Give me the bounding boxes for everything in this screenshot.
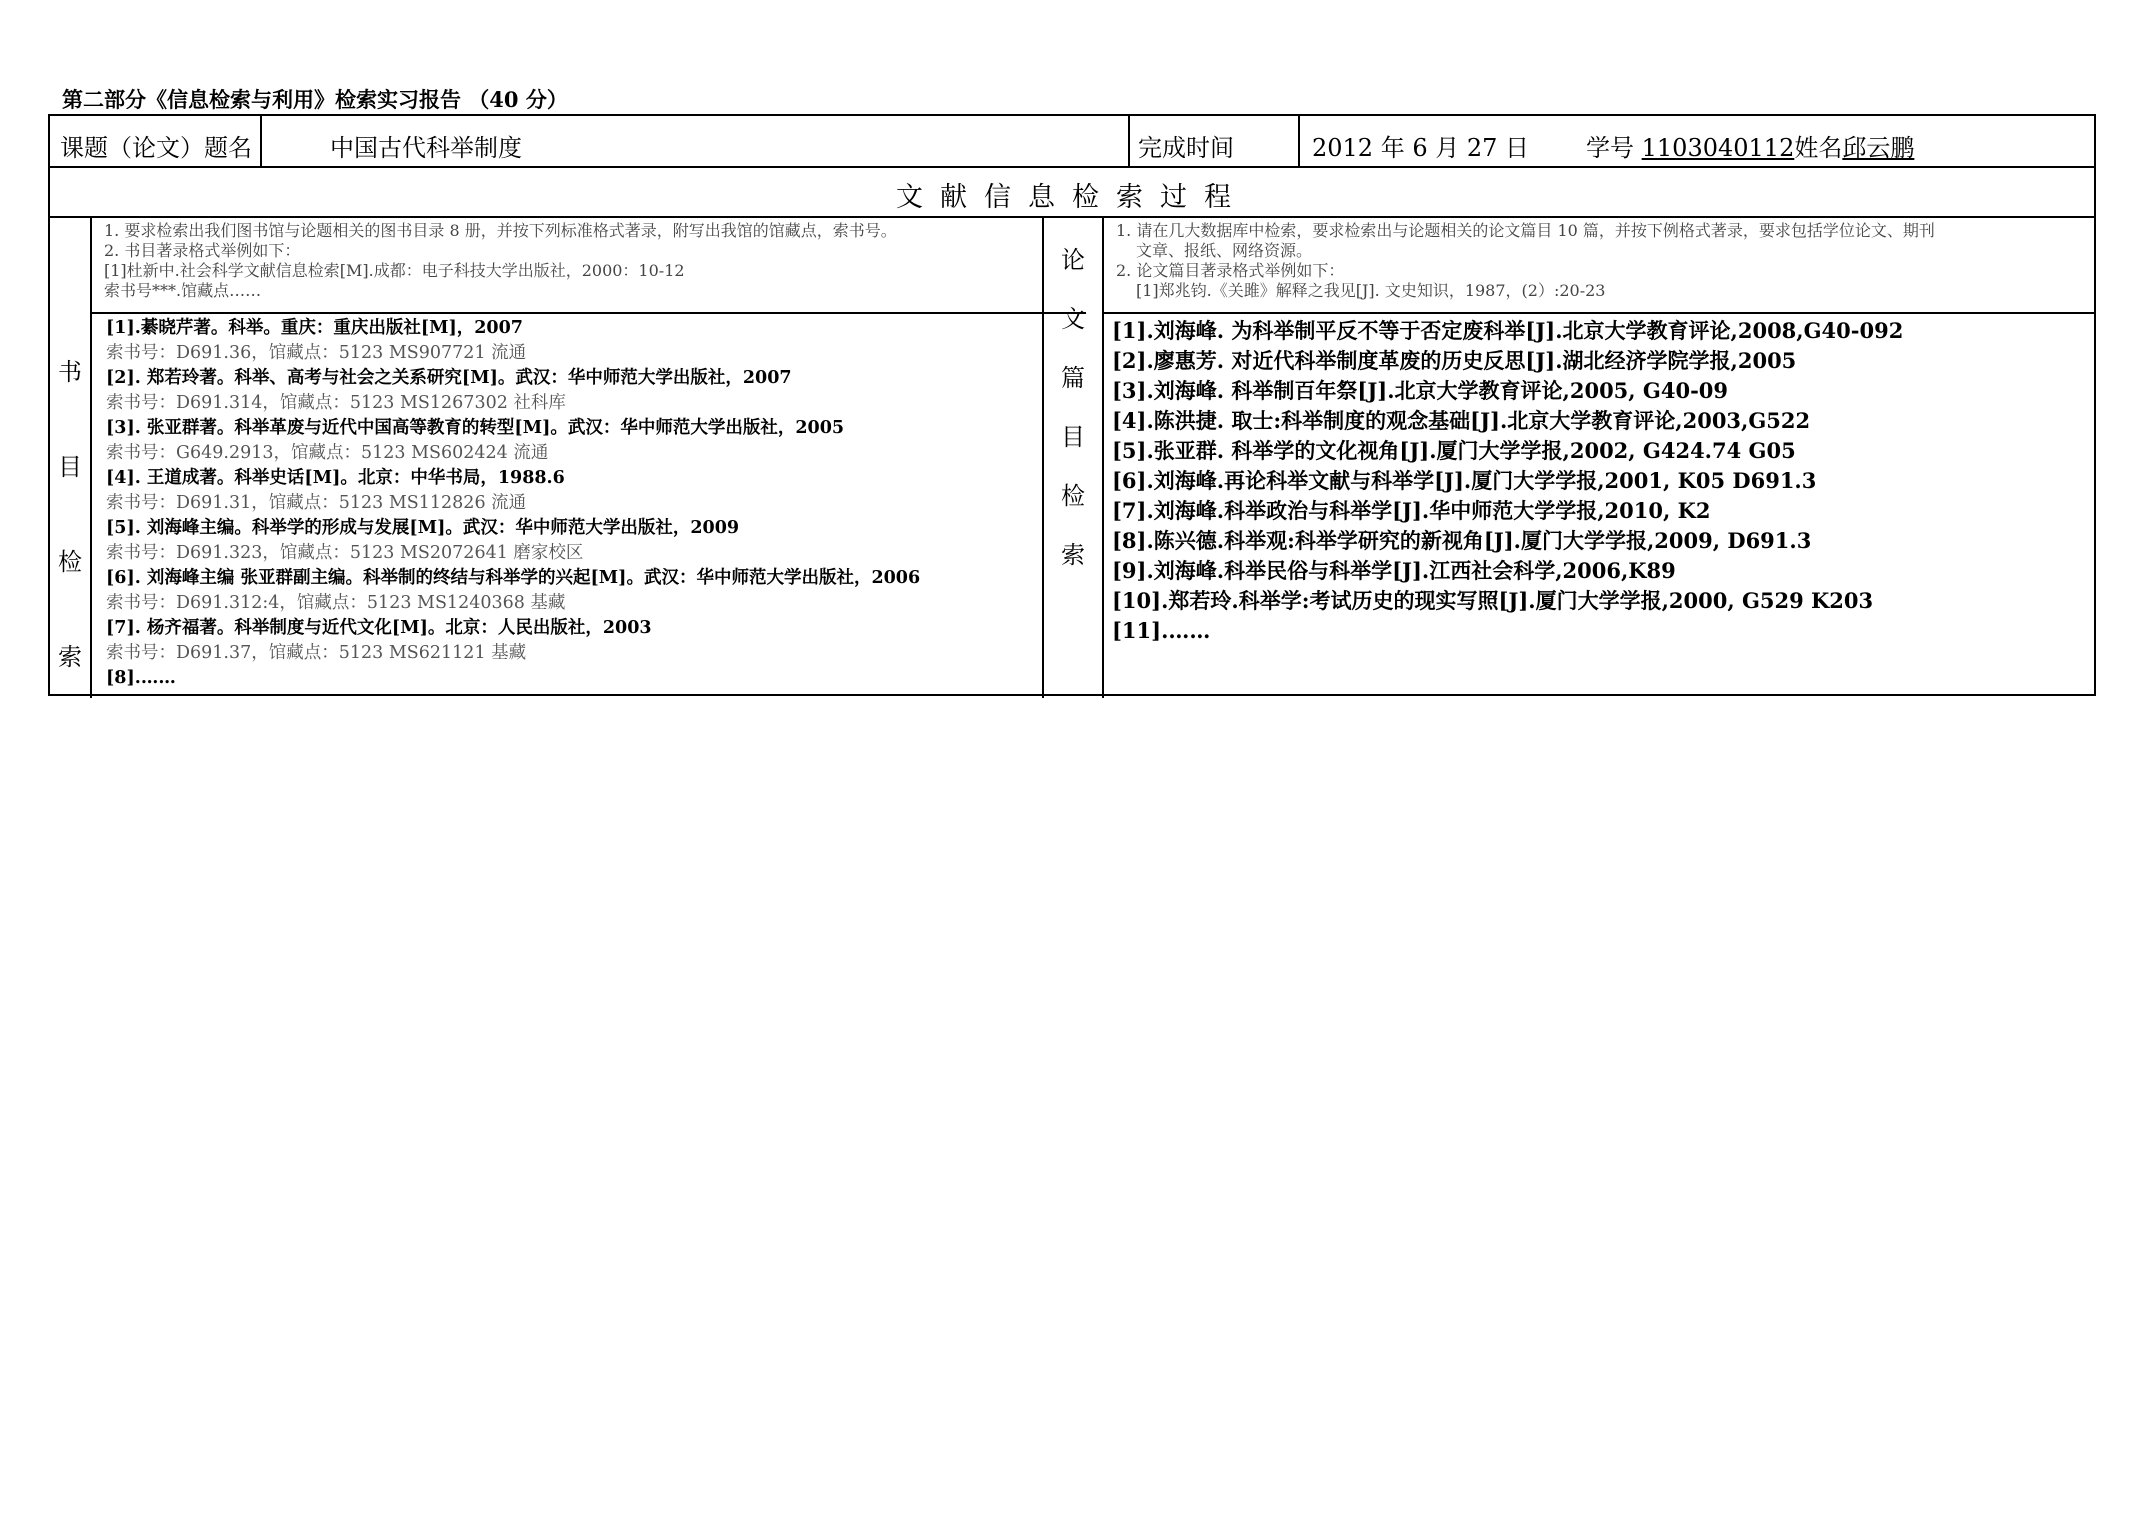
article-instructions: [1116, 221, 1935, 301]
id-value: 1103040112: [1641, 134, 1795, 162]
vertical-char: 目: [58, 453, 82, 481]
book-entry: [6]. 刘海峰主编 张亚群副主编。科举制的终结与科举学的兴起[M]。武汉：华中师范大学出版社，2006: [106, 568, 921, 588]
book-entry: [5]. 刘海峰主编。科举学的形成与发展[M]。武汉：华中师范大学出版社，2009: [106, 518, 740, 538]
vertical-char: 检: [1061, 482, 1085, 510]
article-entry: [4].陈洪捷. 取士:科举制度的观念基础[J].北京大学教育评论,2003,G522: [1112, 408, 1811, 433]
instruction-line: 文章、报纸、网络资源。: [1136, 241, 1313, 260]
book-call-number: 索书号：D691.37，馆藏点：5123 MS621121 基藏: [106, 643, 527, 663]
divider: [90, 216, 92, 698]
instruction-line: 2. 论文篇目著录格式举例如下：: [1116, 261, 1345, 280]
book-call-number: 索书号：D691.36，馆藏点：5123 MS907721 流通: [106, 343, 527, 363]
divider: [90, 312, 1086, 314]
vertical-char: 文: [1061, 305, 1085, 333]
divider: [1102, 312, 2094, 314]
book-entry: [8].……: [106, 668, 176, 688]
vertical-char: 目: [1061, 423, 1085, 451]
topic-value: 中国古代科举制度: [330, 134, 522, 162]
divider: [50, 216, 2094, 218]
instruction-line: [1]郑兆钧.《关雎》解释之我见[J]. 文史知识，1987，(2）:20-23: [1136, 281, 1606, 300]
book-entry: [7]. 杨齐福著。科举制度与近代文化[M]。北京：人民出版社，2003: [106, 618, 652, 638]
article-entry: [6].刘海峰.再论科举文献与科举学[J].厦门大学学报,2001, K05 D691.3: [1112, 468, 1817, 493]
book-instructions: [104, 221, 897, 301]
vertical-char: 篇: [1061, 364, 1085, 392]
vertical-char: 检: [58, 548, 82, 576]
time-label: 完成时间: [1138, 134, 1234, 162]
time-value: 2012 年 6 月 27 日: [1312, 134, 1530, 162]
student-id-name: [1586, 128, 1914, 163]
divider: [1128, 116, 1130, 166]
book-entry: [3]. 张亚群著。科举革废与近代中国高等教育的转型[M]。武汉：华中师范大学出版社，2005: [106, 418, 845, 438]
divider: [260, 116, 262, 166]
article-entry: [3].刘海峰. 科举制百年祭[J].北京大学教育评论,2005, G40-09: [1112, 378, 1729, 403]
article-search-label: [1044, 240, 1102, 570]
page-heading: 第二部分《信息检索与利用》检索实习报告 （40 分）: [62, 87, 568, 112]
id-label: 学号: [1586, 134, 1634, 162]
article-entry: [1].刘海峰. 为科举制平反不等于否定废科举[J].北京大学教育评论,2008,G40-092: [1112, 318, 1904, 343]
instruction-line: 1. 请在几大数据库中检索，要求检索出与论题相关的论文篇目 10 篇，并按下例格式著录，要求包括学位论文、期刊: [1116, 221, 1935, 240]
instruction-line: 2. 书目著录格式举例如下：: [104, 241, 301, 260]
vertical-char: 书: [58, 358, 82, 386]
book-entry: [1].綦晓芹著。科举。重庆：重庆出版社[M]，2007: [106, 318, 523, 338]
article-entry: [2].廖惠芳. 对近代科举制度革废的历史反思[J].湖北经济学院学报,2005: [1112, 348, 1797, 373]
vertical-char: 论: [1061, 246, 1085, 274]
article-entry: [10].郑若玲.科举学:考试历史的现实写照[J].厦门大学学报,2000, G529 K203: [1112, 588, 1874, 613]
name-value: 邱云鹏: [1842, 134, 1915, 162]
book-call-number: 索书号：D691.314，馆藏点：5123 MS1267302 社科库: [106, 393, 566, 413]
article-entry: [8].陈兴德.科举观:科举学研究的新视角[J].厦门大学学报,2009, D691.3: [1112, 528, 1812, 553]
vertical-char: 索: [1061, 541, 1085, 569]
article-entry: [11].……: [1112, 618, 1211, 643]
divider: [1102, 216, 1104, 698]
topic-label: 课题（论文）题名: [60, 134, 252, 162]
book-call-number: 索书号：D691.312:4，馆藏点：5123 MS1240368 基藏: [106, 593, 566, 613]
article-entry: [5].张亚群. 科举学的文化视角[J].厦门大学学报,2002, G424.74 G05: [1112, 438, 1796, 463]
book-call-number: 索书号：G649.2913，馆藏点：5123 MS602424 流通: [106, 443, 549, 463]
divider: [1298, 116, 1300, 166]
article-list: [1112, 316, 1903, 646]
article-entry: [9].刘海峰.科举民俗与科举学[J].江西社会科学,2006,K89: [1112, 558, 1676, 583]
divider: [50, 166, 2094, 168]
instruction-line: 1. 要求检索出我们图书馆与论题相关的图书目录 8 册，并按下列标准格式著录，附写出我馆的馆藏点，索书号。: [104, 221, 897, 240]
report-table: [48, 114, 2096, 696]
vertical-char: 索: [58, 643, 82, 671]
book-list: [106, 316, 920, 691]
article-entry: [7].刘海峰.科举政治与科举学[J].华中师范大学学报,2010, K2: [1112, 498, 1711, 523]
name-label: 姓名: [1794, 134, 1843, 162]
book-entry: [4]. 王道成著。科举史话[M]。北京：中华书局，1988.6: [106, 468, 565, 488]
book-search-label: [50, 352, 90, 672]
book-call-number: 索书号：D691.323，馆藏点：5123 MS2072641 磨家校区: [106, 543, 584, 563]
book-call-number: 索书号：D691.31，馆藏点：5123 MS112826 流通: [106, 493, 527, 513]
section-title: 文献信息检索过程: [896, 182, 1248, 213]
book-entry: [2]. 郑若玲著。科举、高考与社会之关系研究[M]。武汉：华中师范大学出版社，2007: [106, 368, 792, 388]
instruction-line: [1]杜新中.社会科学文献信息检索[M].成都：电子科技大学出版社，2000：10-12: [104, 261, 685, 280]
instruction-line: 索书号***.馆藏点……: [104, 281, 262, 300]
